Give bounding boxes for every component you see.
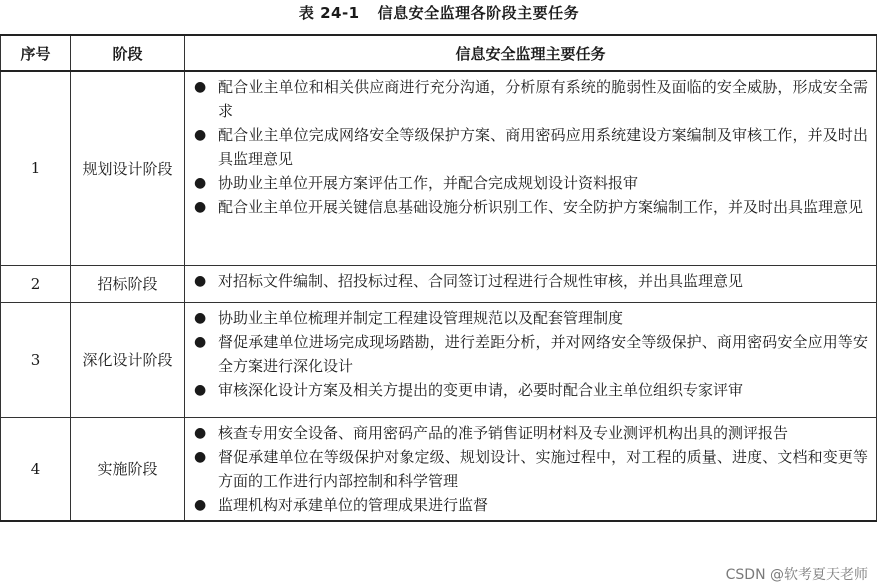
stage-name: 招标阶段 xyxy=(71,265,185,302)
bullet-icon: ● xyxy=(194,496,207,513)
task-text: 对招标文件编制、招投标过程、合同签订过程进行合规性审核，并出具监理意见 xyxy=(218,271,744,290)
csdn-watermark: CSDN @软考夏天老师 xyxy=(725,567,868,583)
row-number: 1 xyxy=(1,71,71,265)
task-text: 督促承建单位在等级保护对象定级、规划设计、实施过程中，对工程的质量、进度、文档和变更等方面的工作进行内部控制和科学管理 xyxy=(218,447,868,490)
task-item xyxy=(185,445,868,493)
stage-name: 规划设计阶段 xyxy=(71,71,185,265)
task-text: 协助业主单位梳理并制定工程建设管理规范以及配套管理制度 xyxy=(218,308,624,327)
bullet-icon: ● xyxy=(194,448,207,465)
task-cell xyxy=(185,71,877,265)
row-number: 4 xyxy=(1,417,71,521)
task-table xyxy=(0,34,877,522)
task-item xyxy=(185,421,868,445)
task-item xyxy=(185,171,868,195)
table-row xyxy=(1,417,877,521)
task-list xyxy=(185,303,876,405)
bullet-icon: ● xyxy=(194,309,207,326)
task-text: 审核深化设计方案及相关方提出的变更申请，必要时配合业主单位组织专家评审 xyxy=(218,380,744,399)
stage-name: 深化设计阶段 xyxy=(71,302,185,417)
row-number: 2 xyxy=(1,265,71,302)
task-item xyxy=(185,306,868,330)
stage-name: 实施阶段 xyxy=(71,417,185,521)
header-stage: 阶段 xyxy=(71,35,185,71)
task-text: 监理机构对承建单位的管理成果进行监督 xyxy=(218,495,489,514)
task-list xyxy=(185,418,876,520)
task-text: 核查专用安全设备、商用密码产品的准予销售证明材料及专业测评机构出具的测评报告 xyxy=(218,423,789,442)
bullet-icon: ● xyxy=(194,272,207,289)
table-number: 表 24-1 xyxy=(298,4,360,22)
task-item xyxy=(185,330,868,378)
task-text: 督促承建单位进场完成现场踏勘，进行差距分析，并对网络安全等级保护、商用密码安全应用等安全方案进行深化设计 xyxy=(218,332,868,375)
task-text: 协助业主单位开展方案评估工作，并配合完成规划设计资料报审 xyxy=(218,174,639,192)
table-body xyxy=(1,71,877,521)
task-item xyxy=(185,378,868,402)
task-item xyxy=(185,493,868,517)
task-cell xyxy=(185,265,877,302)
header-seq-no: 序号 xyxy=(1,35,71,71)
header-main-tasks: 信息安全监理主要任务 xyxy=(185,35,877,71)
bullet-icon: ● xyxy=(194,127,207,143)
row-number: 3 xyxy=(1,302,71,417)
task-cell xyxy=(185,417,877,521)
table-caption: 信息安全监理各阶段主要任务 xyxy=(377,4,580,22)
bullet-icon: ● xyxy=(194,79,207,95)
task-list xyxy=(185,72,876,222)
bullet-icon: ● xyxy=(194,199,207,215)
table-row xyxy=(1,302,877,417)
task-item xyxy=(185,123,868,171)
task-item xyxy=(185,269,868,293)
bullet-icon: ● xyxy=(194,381,207,398)
table-header xyxy=(1,35,877,71)
table-row xyxy=(1,71,877,265)
task-cell xyxy=(185,302,877,417)
task-text: 配合业主单位完成网络安全等级保护方案、商用密码应用系统建设方案编制及审核工作，并及时出具监理意见 xyxy=(218,126,868,168)
header-row xyxy=(1,35,877,71)
bullet-icon: ● xyxy=(194,424,207,441)
bullet-icon: ● xyxy=(194,333,207,350)
task-item xyxy=(185,195,868,219)
bullet-icon: ● xyxy=(194,175,207,191)
task-text: 配合业主单位和相关供应商进行充分沟通，分析原有系统的脆弱性及面临的安全威胁，形成安全需求 xyxy=(218,78,868,120)
task-item xyxy=(185,75,868,123)
table-row xyxy=(1,265,877,302)
task-text: 配合业主单位开展关键信息基础设施分析识别工作、安全防护方案编制工作，并及时出具监理意见 xyxy=(218,198,864,216)
table-title xyxy=(0,2,878,23)
task-list xyxy=(185,266,876,296)
